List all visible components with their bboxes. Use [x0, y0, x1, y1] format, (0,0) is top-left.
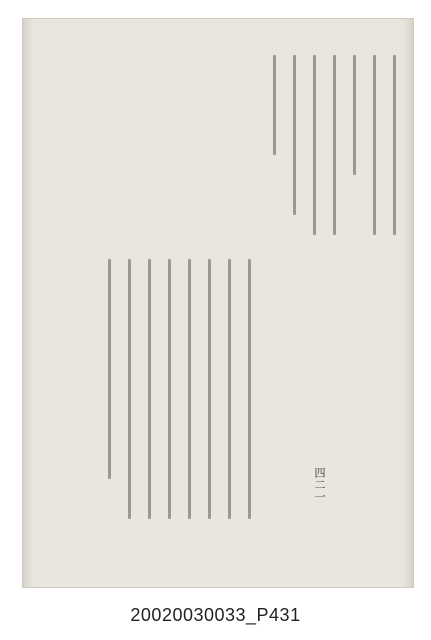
text-column [353, 55, 356, 175]
image-caption: 20020030033_P431 [130, 605, 301, 625]
page-edge-right [403, 19, 413, 587]
text-column [248, 259, 251, 519]
text-column [188, 259, 191, 519]
text-column [148, 259, 151, 519]
text-column [208, 259, 211, 519]
scanned-page [22, 18, 414, 588]
text-column [373, 55, 376, 235]
text-column [313, 55, 316, 235]
text-column [128, 259, 131, 519]
text-column [168, 259, 171, 519]
text-column [273, 55, 276, 155]
text-column [293, 55, 296, 215]
page-edge-left [23, 19, 33, 587]
text-column [228, 259, 231, 519]
page-number: 四二一 [313, 467, 326, 503]
text-column [393, 55, 396, 235]
text-column [108, 259, 111, 479]
text-column [333, 55, 336, 235]
